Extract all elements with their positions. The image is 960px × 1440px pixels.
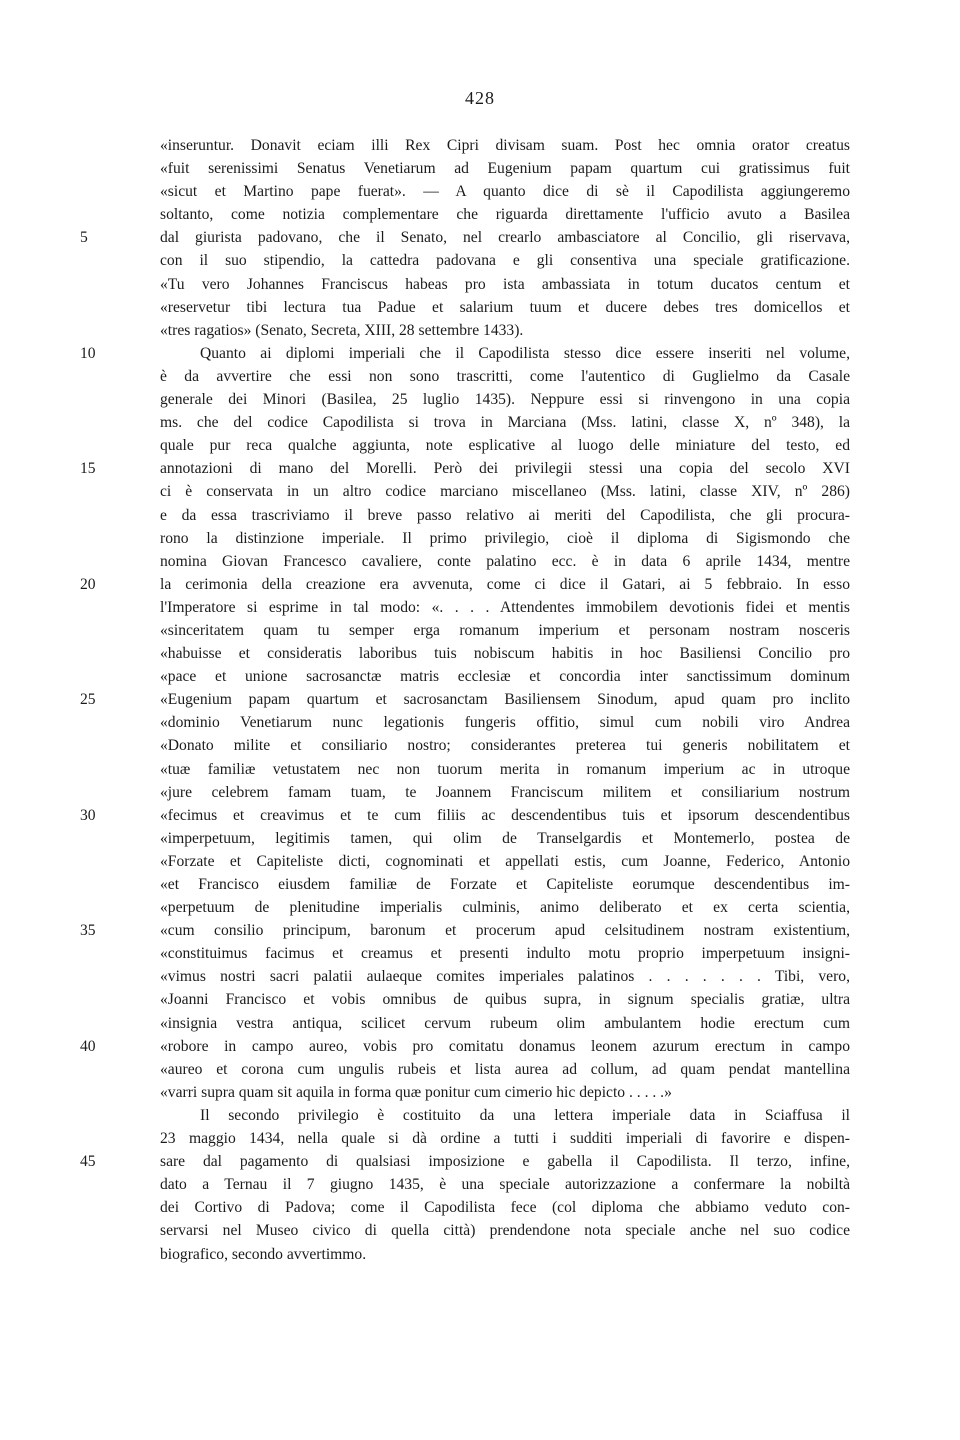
text-line [0, 180, 960, 203]
line-text: dei Cortivo di Padova; come il Capodilista fece (col diploma che abbiamo veduto con- [160, 1199, 850, 1217]
text-line [0, 550, 960, 573]
line-text: dal giurista padovano, che il Senato, nel crearlo ambasciatore al Concilio, gli riservava, [160, 229, 850, 247]
text-line [0, 434, 960, 457]
line-text: «Eugenium papam quartum et sacrosanctam Basiliensem Sinodum, apud quam pro inclito [160, 691, 850, 709]
line-number: 25 [80, 691, 96, 709]
page-number: 428 [465, 88, 495, 108]
text-line [0, 157, 960, 180]
line-text: con il suo stipendio, la cattedra padovana e gli consentiva una speciale gratificazione. [160, 252, 850, 270]
line-text: «et Francisco eiusdem familiæ de Forzate et Capiteliste eorumque descendentibus im- [160, 876, 850, 893]
line-text: «dominio Venetiarum nunc legationis fungeris offitio, simul cum nobili viro Andrea [160, 714, 850, 732]
line-number: 20 [80, 575, 96, 593]
text-line [0, 365, 960, 388]
line-text: «sicut et Martino pape fuerat». — A quanto dice di sè il Capodilista aggiungeremo [160, 183, 850, 201]
line-text: «constituimus facimus et creamus et presenti indulto motu proprio imperpetuum insigni- [160, 945, 850, 963]
text-line [0, 1150, 960, 1173]
text-line [0, 596, 960, 619]
text-line [0, 342, 960, 365]
line-text: Quanto ai diplomi imperiali che il Capodilista stesso dice essere inseriti nel volume, [200, 344, 850, 362]
text-line [0, 527, 960, 550]
line-text: generale dei Minori (Basilea, 25 luglio 1435). Neppure essi si rinvengono in una copia [160, 391, 850, 409]
text-line [0, 388, 960, 411]
line-text: «pace et unione sacrosanctæ matris ecclesiæ et concordia inter sanctissimum dominum [160, 668, 850, 686]
text-line [0, 988, 960, 1011]
text-line [0, 734, 960, 757]
text-line [0, 711, 960, 734]
text-line [0, 203, 960, 226]
text-line [0, 226, 960, 249]
line-text: 23 maggio 1434, nella quale si dà ordine a tutti i sudditi imperiali di favorire e dispen- [160, 1130, 850, 1148]
line-text: «robore in campo aureo, vobis pro comitatu donamus leonem azurum erectum in campo [160, 1037, 850, 1055]
line-number: 35 [80, 922, 96, 940]
line-text: «sinceritatem quam tu semper erga romanum imperium et personam nostram nosceris [160, 621, 850, 639]
line-text: «inseruntur. Donavit eciam illi Rex Cipri divisam suam. Post hec omnia orator creatus [160, 137, 850, 154]
line-number: 30 [80, 806, 96, 824]
text-line [0, 1127, 960, 1150]
text-line [0, 411, 960, 434]
line-text: nomina Giovan Francesco cavaliere, conte palatino ecc. è in data 6 aprile 1434, mentre [160, 552, 850, 570]
line-text: «tuæ familiæ vetustatem nec non tuorum merita in romanum imperium ac in utroque [160, 760, 850, 778]
line-text: «reservetur tibi lectura tua Padue et salarium tuum et ducere debes tres domicellos et [160, 298, 850, 316]
line-text: «perpetuum de plenitudine imperialis culminis, animo deliberato et ex certa scientia, [160, 899, 850, 917]
line-text: «vimus nostri sacri palatii aulaeque comites imperiales palatinos . . . . . . . Tibi, vero, [160, 968, 850, 986]
text-line [0, 1173, 960, 1196]
text-line [0, 873, 960, 896]
line-text: ms. che del codice Capodilista si trova in Marciana (Mss. latini, classe X, nº 348), la [160, 414, 850, 432]
line-text: «Donato milite et consiliario nostro; considerantes preterea tui generis nobilitatem et [160, 737, 850, 755]
text-line [0, 919, 960, 942]
line-text: «habuisse et consideratis laboribus tuis nobiscum habitis in hoc Basiliensi Concilio pro [160, 645, 850, 663]
text-line [0, 249, 960, 272]
line-text: quale pur reca qualche aggiunta, note esplicative al luogo delle miniature del testo, ed [160, 437, 850, 455]
line-text: biografico, secondo avvertimmo. [160, 1245, 367, 1263]
line-text: sare dal pagamento di qualsiasi imposizione e gabella il Capodilista. Il terzo, infine, [160, 1153, 850, 1171]
text-line [0, 804, 960, 827]
line-text: «jure celebrem famam tuam, te Joannem Franciscum militem et consiliarium nostrum [160, 783, 850, 801]
line-text: dato a Ternau il 7 giugno 1435, è una speciale autorizzazione a confermare la nobiltà [160, 1176, 850, 1194]
text-line [0, 781, 960, 804]
text-line [0, 896, 960, 919]
text-line [0, 642, 960, 665]
text-line [0, 319, 960, 342]
line-text: «fecimus et creavimus et te cum filiis ac descendentibus tuis et ipsorum descendentibus [160, 806, 850, 824]
text-line [0, 296, 960, 319]
line-text: soltanto, come notizia complementare che riguarda direttamente l'ufficio avuto a Basilea [160, 206, 850, 224]
line-text: servarsi nel Museo civico di quella città) prendendone nota speciale anche nel suo codice [160, 1222, 850, 1240]
text-line [0, 1104, 960, 1127]
line-number: 40 [80, 1037, 96, 1055]
line-text: «imperpetuum, legitimis tamen, qui olim de Transelgardis et Montemerlo, postea de [160, 829, 850, 847]
text-line [0, 457, 960, 480]
line-text: «fuit serenissimi Senatus Venetiarum ad Eugenium papam quartum cui gratissimus fuit [160, 160, 850, 178]
text-line [0, 827, 960, 850]
line-text: ci è conservata in un altro codice marciano miscellaneo (Mss. latini, classe XIV, nº 286) [160, 483, 850, 501]
line-text: «cum consilio principum, baronum et procerum apud celsitudinem nostram existentium, [160, 922, 850, 940]
line-text: annotazioni di mano del Morelli. Però dei privilegii stessi una copia del secolo XVI [160, 460, 850, 478]
text-line [0, 758, 960, 781]
text-line [0, 688, 960, 711]
line-text: l'Imperatore si esprime in tal modo: «. . . . Attendentes immobilem devotionis fidei et mentis [160, 598, 850, 616]
line-text: «insignia vestra antiqua, scilicet cervum rubeum olim ambulantem hodie erectum cum [160, 1014, 850, 1032]
line-text: e da essa trascriviamo il breve passo relativo ai meriti del Capodilista, che gli procura- [160, 506, 850, 524]
line-text: Il secondo privilegio è costituito da una lettera imperiale data in Sciaffusa il [200, 1106, 850, 1124]
text-line [0, 850, 960, 873]
line-number: 5 [80, 229, 88, 247]
text-line [0, 619, 960, 642]
text-line [0, 504, 960, 527]
line-number: 45 [80, 1153, 96, 1171]
text-line [0, 1012, 960, 1035]
text-line [0, 573, 960, 596]
text-line [0, 1196, 960, 1219]
text-line [0, 965, 960, 988]
text-line [0, 1243, 960, 1266]
line-number: 15 [80, 460, 96, 478]
text-line [0, 480, 960, 503]
line-number: 10 [80, 344, 96, 362]
line-text: rono la distinzione imperiale. Il primo privilegio, cioè il diploma di Sigismondo che [160, 529, 850, 547]
text-line [0, 134, 960, 157]
text-line [0, 1058, 960, 1081]
line-text: «Tu vero Johannes Franciscus habeas pro ista ambassiata in totum ducatos centum et [160, 275, 850, 293]
text-line [0, 273, 960, 296]
text-line [0, 942, 960, 965]
text-line [0, 665, 960, 688]
text-body [0, 134, 960, 1266]
line-text: «Joanni Francisco et vobis omnibus de quibus supra, in signum specialis gratiæ, ultra [160, 991, 850, 1009]
text-line [0, 1219, 960, 1242]
line-text: «aureo et corona cum ungulis rubeis et lista aurea ad collum, ad quam pendat mantellina [160, 1060, 850, 1078]
line-text: è da avvertire che essi non sono trascritti, come l'autentico di Guglielmo da Casale [160, 367, 850, 385]
line-text: la cerimonia della creazione era avvenuta, come ci dice il Gatari, ai 5 febbraio. In esso [160, 575, 850, 593]
text-line [0, 1081, 960, 1104]
line-text: «Forzate et Capiteliste dicti, cognominati et appellati estis, cum Joanne, Federico, Antonio [160, 852, 850, 870]
line-text: «tres ragatios» (Senato, Secreta, XIII, 28 settembre 1433). [160, 321, 524, 339]
line-text: «varri supra quam sit aquila in forma quæ ponitur cum cimerio hic depicto . . . . .» [160, 1083, 672, 1101]
text-line [0, 1035, 960, 1058]
